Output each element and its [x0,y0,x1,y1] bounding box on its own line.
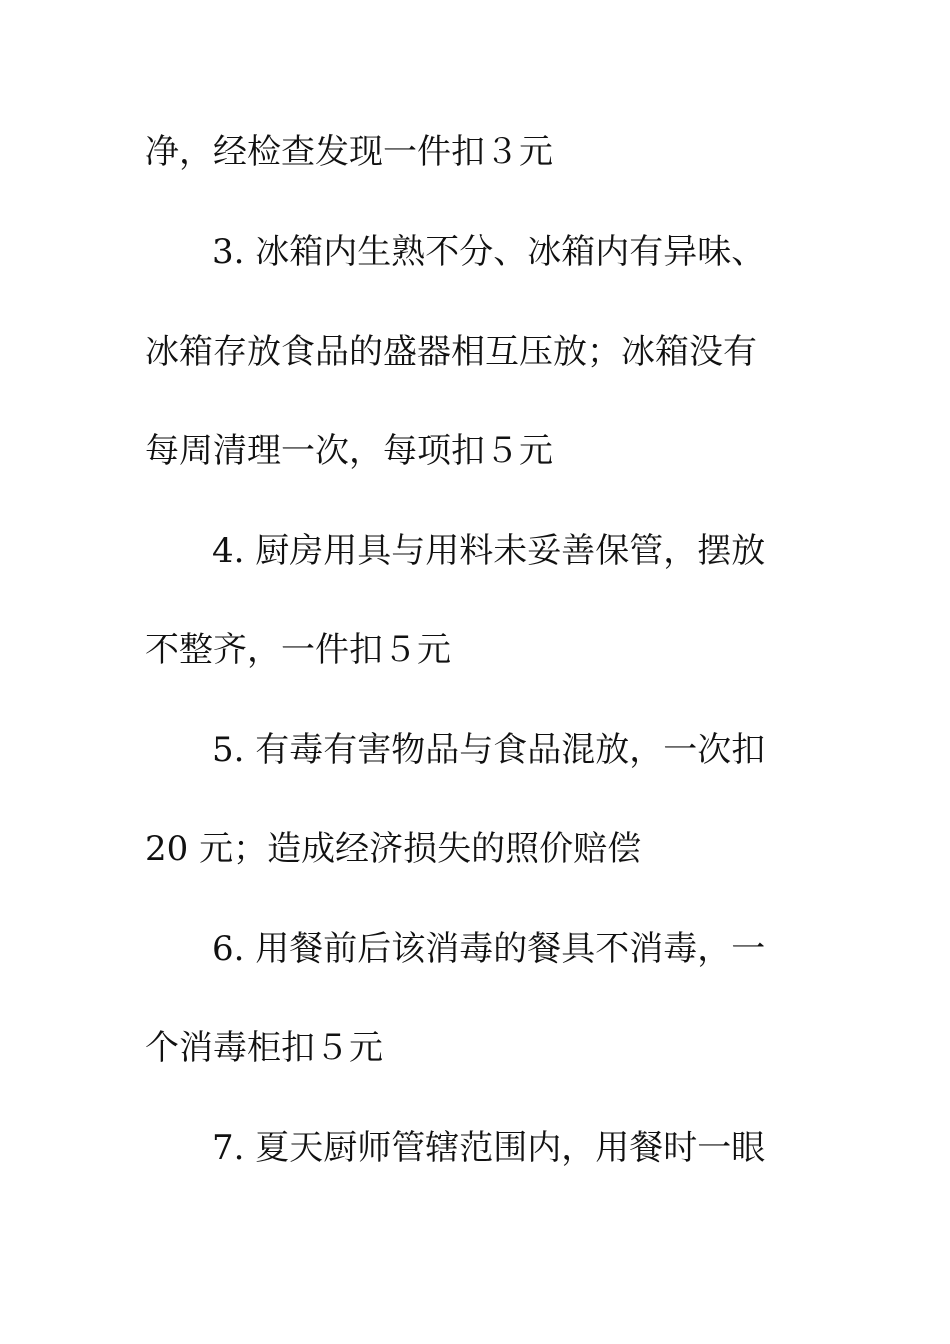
list-item-5-line: 5. 有毒有害物品与食品混放，一次扣 [212,730,766,770]
list-item-6-line: 6. 用餐前后该消毒的餐具不消毒，一 [212,929,766,969]
text-line: 冰箱存放食品的盛器相互压放；冰箱没有 [145,332,757,372]
list-item-3-line: 3. 冰箱内生熟不分、冰箱内有异味、 [212,232,766,272]
list-item-4-line: 4. 厨房用具与用料未妥善保管，摆放 [212,531,766,571]
text-line: 每周清理一次，每项扣５元 [145,431,553,471]
text-line: 不整齐，一件扣５元 [145,630,451,670]
text-line: 20 元；造成经济损失的照价赔偿 [145,829,642,869]
text-line: 个消毒柜扣５元 [145,1028,383,1068]
text-line: 净，经检查发现一件扣３元 [145,132,553,172]
list-item-7-line: 7. 夏天厨师管辖范围内，用餐时一眼 [212,1128,766,1168]
